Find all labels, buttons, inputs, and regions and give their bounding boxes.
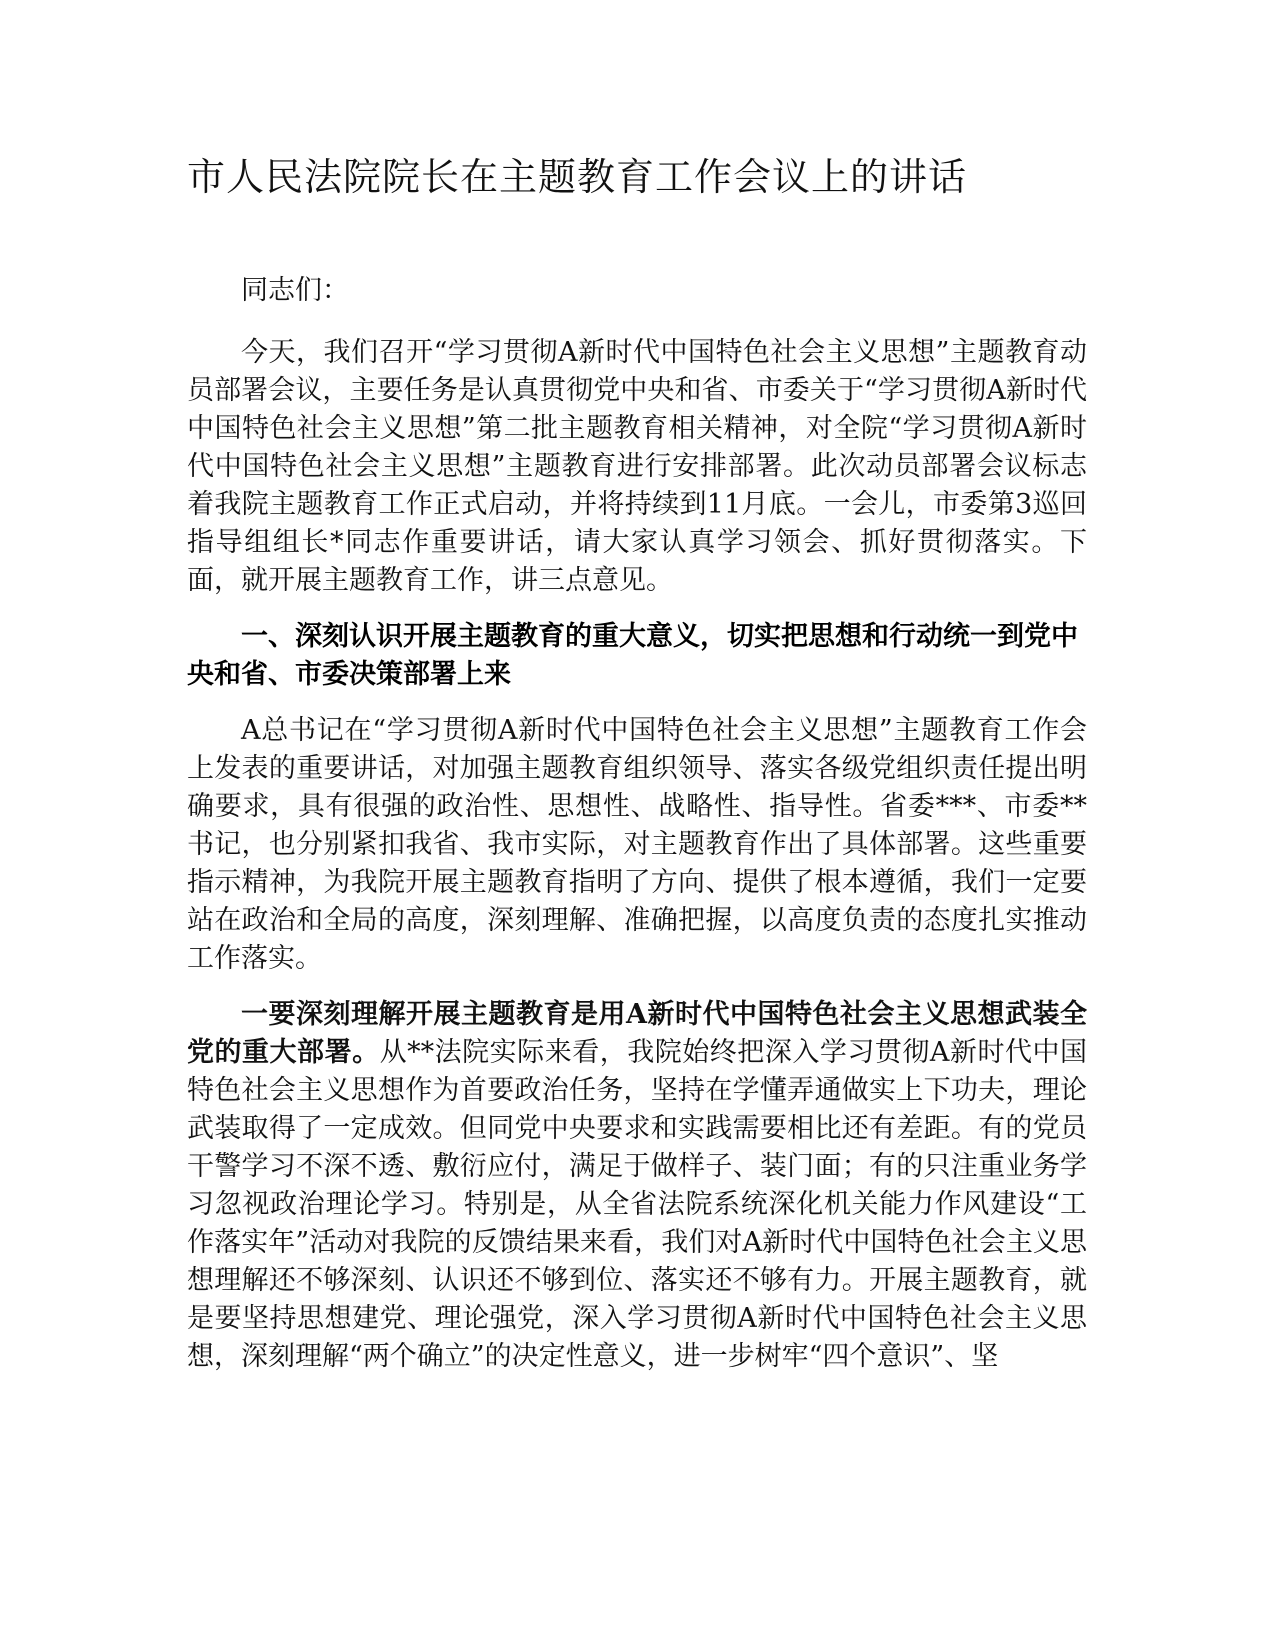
salutation: 同志们： <box>241 275 349 306</box>
document-body <box>187 272 1087 1394</box>
point-1-text: 从**法院实际来看，我院始终把深入学习贯彻A新时代中国特色社会主义思想作为首要政治任务，坚持在学懂弄通做实上下功夫，理论武装取得了一定成效。但同党中央要求和实践需要相比还有差距。有的党员干警学习不深不透、敷衍应付，满足于做样子、装门面；有的只注重业务学习忽视政治理论学习。特别是，从全省法院系统深化机关能力作风建设“工作落实年”活动对我院的反馈结果来看，我们对A新时代中国特色社会主义思想理解还不够深刻、认识还不够到位、落实还不够有力。开展主题教育，就是要坚持思想建党、理论强党，深入学习贯彻A新时代中国特色社会主义思想，深刻理解“两个确立”的决定性意义，进一步树牢“四个意识”、坚 <box>187 1037 1087 1372</box>
section-heading-1: 一、深刻认识开展主题教育的重大意义，切实把思想和行动统一到党中央和省、市委决策部署上来 <box>187 621 1078 690</box>
point-1-paragraph <box>187 996 1087 1376</box>
point-1-lead: 一要深刻理解开展主题教育是用A新时代中国特色社会主义思想武装全党的重大部署。 <box>187 999 1087 1068</box>
intro-paragraph: 今天，我们召开“学习贯彻A新时代中国特色社会主义思想”主题教育动员部署会议，主要任务是认真贯彻党中央和省、市委关于“学习贯彻A新时代中国特色社会主义思想”第二批主题教育相关精神，对全院“学习贯彻A新时代中国特色社会主义思想”主题教育进行安排部署。此次动员部署会议标志着我院主题教育工作正式启动，并将持续到11月底。一会儿，市委第3巡回指导组组长*同志作重要讲话，请大家认真学习领会、抓好贯彻落实。下面，就开展主题教育工作，讲三点意见。 <box>187 337 1087 596</box>
section-1-paragraph: A总书记在“学习贯彻A新时代中国特色社会主义思想”主题教育工作会上发表的重要讲话，对加强主题教育组织领导、落实各级党组织责任提出明确要求，具有很强的政治性、思想性、战略性、指导性。省委***、市委**书记，也分别紧扣我省、我市实际，对主题教育作出了具体部署。这些重要指示精神，为我院开展主题教育指明了方向、提供了根本遵循，我们一定要站在政治和全局的高度，深刻理解、准确把握，以高度负责的态度扎实推动工作落实。 <box>187 715 1087 974</box>
document-title: 市人民法院院长在主题教育工作会议上的讲话 <box>187 155 968 199</box>
